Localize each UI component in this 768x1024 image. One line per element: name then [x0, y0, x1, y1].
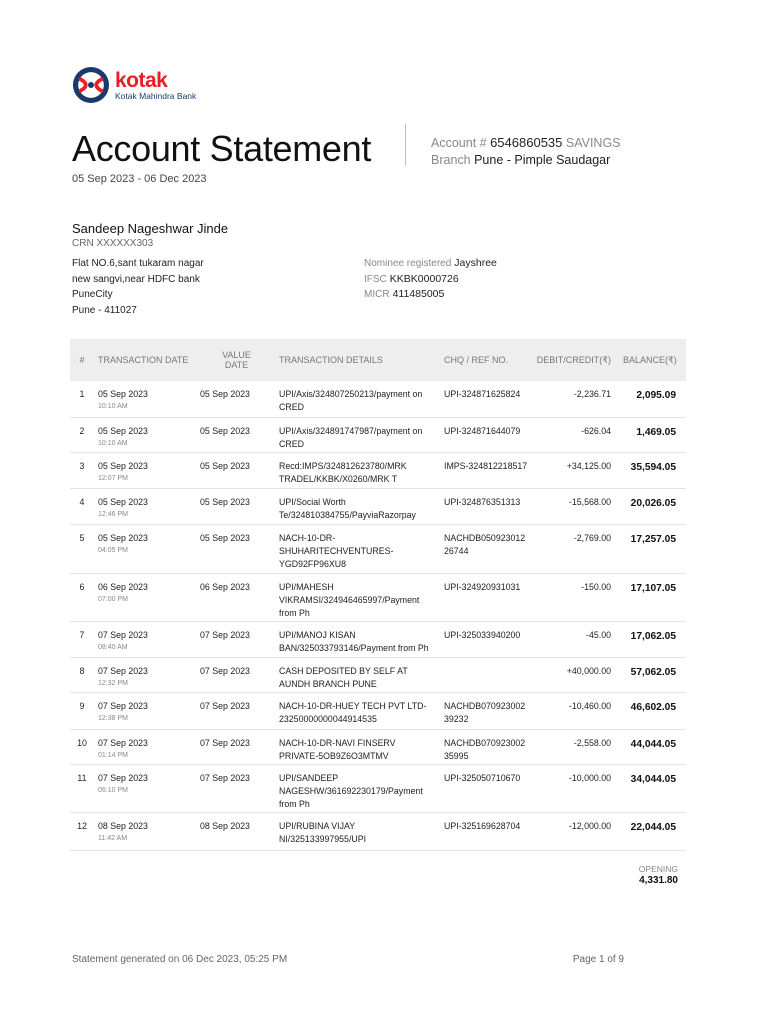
row-time: 12:07 PM: [98, 474, 128, 482]
row-date: 06 Sep 2023: [98, 581, 148, 592]
row-ref: NACHDB07092300235995: [444, 729, 534, 764]
address-line: Pune - 411027: [72, 304, 137, 316]
row-time: 10:10 AM: [98, 439, 128, 447]
micr-value: 411485005: [392, 288, 445, 300]
row-balance: 20,026.05: [623, 488, 686, 524]
row-ref: UPI-324876351313: [444, 488, 534, 524]
row-details: NACH-10-DR-SHUHARITECHVENTURES-YGD92FP96XU8: [279, 524, 444, 573]
row-details: UPI/Axis/324807250213/payment on CRED: [279, 381, 444, 417]
row-date-cell: [94, 573, 194, 621]
row-date-cell: [94, 524, 194, 573]
row-date: 07 Sep 2023: [98, 700, 148, 711]
row-value-date: 07 Sep 2023: [194, 621, 279, 657]
row-time: 12:46 PM: [98, 510, 128, 518]
table-header-row: [70, 339, 686, 381]
row-date-cell: [94, 621, 194, 657]
row-balance: 2,095.09: [623, 381, 686, 417]
page-indicator: Page 1 of 9: [572, 954, 624, 965]
nominee-row: [364, 256, 497, 272]
address-line: new sangvi,near HDFC bank: [72, 273, 200, 285]
row-time: 12:32 PM: [98, 679, 128, 687]
row-ref: UPI-325033940200: [444, 621, 534, 657]
row-amount: -2,769.00: [534, 524, 623, 573]
table-row: [70, 452, 686, 488]
opening-label: OPENING: [638, 864, 678, 874]
table-row: [70, 692, 686, 729]
customer-crn: CRN XXXXXX303: [72, 238, 154, 249]
row-num: 3: [70, 452, 94, 488]
row-details: UPI/MANOJ KISAN BAN/325033793146/Payment from Ph: [279, 621, 444, 657]
row-value-date: 08 Sep 2023: [194, 812, 279, 850]
account-number-label: Account #: [431, 136, 487, 150]
row-amount: -2,236.71: [534, 381, 623, 417]
row-time: 07:00 PM: [98, 595, 128, 603]
row-details: NACH-10-DR-HUEY TECH PVT LTD-23250000000044914535: [279, 692, 444, 729]
customer-name: Sandeep Nageshwar Jinde: [72, 221, 229, 236]
row-details: UPI/Axis/324891747987/payment on CRED: [279, 417, 444, 452]
row-amount: -45.00: [534, 621, 623, 657]
row-details: Recd:IMPS/324812623780/MRK TRADEL/KKBK/X0260/MRK T: [279, 452, 444, 488]
row-value-date: 07 Sep 2023: [194, 657, 279, 692]
row-balance: 17,062.05: [623, 621, 686, 657]
row-date-cell: [94, 657, 194, 692]
row-time: 10:10 AM: [98, 403, 128, 410]
row-time: 12:38 PM: [98, 714, 128, 722]
row-num: 9: [70, 692, 94, 729]
row-date-cell: [94, 764, 194, 812]
account-type: SAVINGS: [565, 136, 621, 150]
branch-label: Branch: [431, 153, 471, 167]
micr-label: MICR: [364, 289, 390, 300]
transactions-body: [70, 381, 686, 850]
table-row: [70, 417, 686, 452]
row-ref: UPI-324920931031: [444, 573, 534, 621]
row-amount: +40,000.00: [534, 657, 623, 692]
row-date: 05 Sep 2023: [98, 496, 148, 507]
row-value-date: 05 Sep 2023: [194, 417, 279, 452]
row-details: UPI/RUBINA VIJAY NI/325133997955/UPI: [279, 812, 444, 850]
row-time: 04:05 PM: [98, 546, 128, 554]
row-balance: 35,594.05: [623, 452, 686, 488]
row-value-date: 05 Sep 2023: [194, 381, 279, 417]
row-num: 5: [70, 524, 94, 573]
ifsc-label: IFSC: [364, 273, 387, 285]
row-value-date: 05 Sep 2023: [194, 524, 279, 573]
row-num: 2: [70, 417, 94, 452]
micr-row: [364, 287, 497, 303]
row-details: CASH DEPOSITED BY SELF AT AUNDH BRANCH PUNE: [279, 657, 444, 692]
row-details: UPI/Social Worth Te/324810384755/PayviaRazorpay: [279, 488, 444, 524]
row-time: 06:10 PM: [98, 786, 128, 794]
row-amount: -2,558.00: [534, 729, 623, 764]
row-date-cell: [94, 417, 194, 452]
table-row: [70, 381, 686, 417]
row-date: 05 Sep 2023: [98, 389, 148, 399]
row-amount: -15,568.00: [534, 488, 623, 524]
row-amount: -10,000.00: [534, 764, 623, 812]
table-row: [70, 524, 686, 573]
row-date-cell: [94, 488, 194, 524]
row-value-date: 07 Sep 2023: [194, 692, 279, 729]
address-line: Flat NO.6,sant tukaram nagar: [72, 258, 204, 269]
row-value-date: 07 Sep 2023: [194, 764, 279, 812]
row-date: 05 Sep 2023: [98, 532, 148, 543]
row-balance: 1,469.05: [623, 417, 686, 452]
row-ref: UPI-325169628704: [444, 812, 534, 850]
row-num: 8: [70, 657, 94, 692]
row-num: 6: [70, 573, 94, 621]
table-row: [70, 657, 686, 692]
row-ref: NACHDB05092301226744: [444, 524, 534, 573]
row-details: UPI/SANDEEP NAGESHW/361692230179/Payment from Ph: [279, 764, 444, 812]
account-number-line: [431, 135, 621, 150]
row-time: 11:42 AM: [98, 834, 128, 842]
row-date-cell: [94, 381, 194, 417]
row-date-cell: [94, 452, 194, 488]
row-num: 1: [70, 381, 94, 417]
row-num: 10: [70, 729, 94, 764]
table-row: [70, 764, 686, 812]
table-row: [70, 488, 686, 524]
header-value-date-line: DATE: [224, 360, 249, 370]
row-value-date: 05 Sep 2023: [194, 488, 279, 524]
row-date: 07 Sep 2023: [98, 772, 148, 783]
account-details: [364, 256, 497, 303]
ifsc-row: [364, 272, 497, 288]
row-balance: 17,107.05: [623, 573, 686, 621]
row-balance: 57,062.05: [623, 657, 686, 692]
row-date: 08 Sep 2023: [98, 820, 148, 831]
row-date-cell: [94, 812, 194, 850]
row-date: 05 Sep 2023: [98, 425, 148, 436]
row-balance: 46,602.05: [623, 692, 686, 729]
branch-name: Pune - Pimple Saudagar: [474, 153, 611, 167]
row-amount: +34,125.00: [534, 452, 623, 488]
row-balance: 22,044.05: [623, 812, 686, 850]
bank-subtitle: Kotak Mahindra Bank: [115, 90, 197, 101]
row-ref: UPI-324871644079: [444, 417, 534, 452]
table-row: [70, 621, 686, 657]
table-row: [70, 812, 686, 850]
header-amount: DEBIT/CREDIT(₹): [536, 354, 611, 365]
row-date: 07 Sep 2023: [98, 665, 148, 676]
header-value-date: [194, 339, 279, 381]
row-date: 07 Sep 2023: [98, 737, 148, 748]
table-row: [70, 573, 686, 621]
row-ref: IMPS-324812218517: [444, 452, 534, 488]
row-value-date: 07 Sep 2023: [194, 729, 279, 764]
transactions-table-container: [70, 339, 686, 851]
header-divider: [405, 124, 406, 166]
bank-name: kotak: [115, 68, 168, 92]
branch-line: [431, 153, 610, 167]
row-date: 07 Sep 2023: [98, 629, 148, 640]
table-row: [70, 729, 686, 764]
opening-balance: [560, 864, 678, 886]
row-amount: -150.00: [534, 573, 623, 621]
row-ref: UPI-325050710670: [444, 764, 534, 812]
customer-address: [72, 256, 204, 318]
nominee-label: Nominee registered: [364, 258, 452, 269]
row-date-cell: [94, 729, 194, 764]
kotak-logo-icon: [72, 66, 110, 104]
row-ref: NACHDB07092300239232: [444, 692, 534, 729]
row-details: UPI/MAHESH VIKRAMSI/324946465997/Payment from Ph: [279, 573, 444, 621]
row-time: 08:40 AM: [98, 643, 128, 651]
row-value-date: 06 Sep 2023: [194, 573, 279, 621]
address-line: PuneCity: [72, 289, 113, 300]
row-ref: [444, 657, 534, 692]
row-amount: -626.04: [534, 417, 623, 452]
row-date-cell: [94, 692, 194, 729]
transactions-table: [70, 339, 686, 851]
header-details: TRANSACTION DETAILS: [279, 355, 383, 365]
row-num: 7: [70, 621, 94, 657]
row-ref: UPI-324871625824: [444, 381, 534, 417]
row-balance: 34,044.05: [623, 764, 686, 812]
account-number: 6546860535: [490, 135, 563, 150]
row-value-date: 05 Sep 2023: [194, 452, 279, 488]
row-time: 01:14 PM: [98, 751, 128, 759]
header-balance: BALANCE(₹): [623, 354, 677, 365]
statement-period: 05 Sep 2023 - 06 Dec 2023: [72, 173, 207, 185]
header-num: #: [79, 355, 85, 365]
row-amount: -12,000.00: [534, 812, 623, 850]
row-details: NACH-10-DR-NAVI FINSERV PRIVATE-5OB9Z6O3MTMV: [279, 729, 444, 764]
row-balance: 44,044.05: [623, 729, 686, 764]
ifsc-value: KKBK0000726: [389, 272, 459, 285]
row-balance: 17,257.05: [623, 524, 686, 573]
page-title: Account Statement: [72, 128, 372, 169]
opening-value: 4,331.80: [639, 875, 678, 886]
row-amount: -10,460.00: [534, 692, 623, 729]
row-num: 11: [70, 764, 94, 812]
header-ref: CHQ / REF NO.: [444, 355, 509, 365]
row-num: 4: [70, 488, 94, 524]
header-value-date-line: VALUE: [222, 350, 251, 360]
generated-timestamp: Statement generated on 06 Dec 2023, 05:25 PM: [72, 954, 288, 965]
nominee-value: Jayshree: [454, 257, 497, 269]
row-date: 05 Sep 2023: [98, 460, 148, 471]
header-transaction-date: TRANSACTION DATE: [98, 355, 189, 365]
row-num: 12: [70, 812, 94, 850]
bank-logo: [72, 66, 196, 104]
